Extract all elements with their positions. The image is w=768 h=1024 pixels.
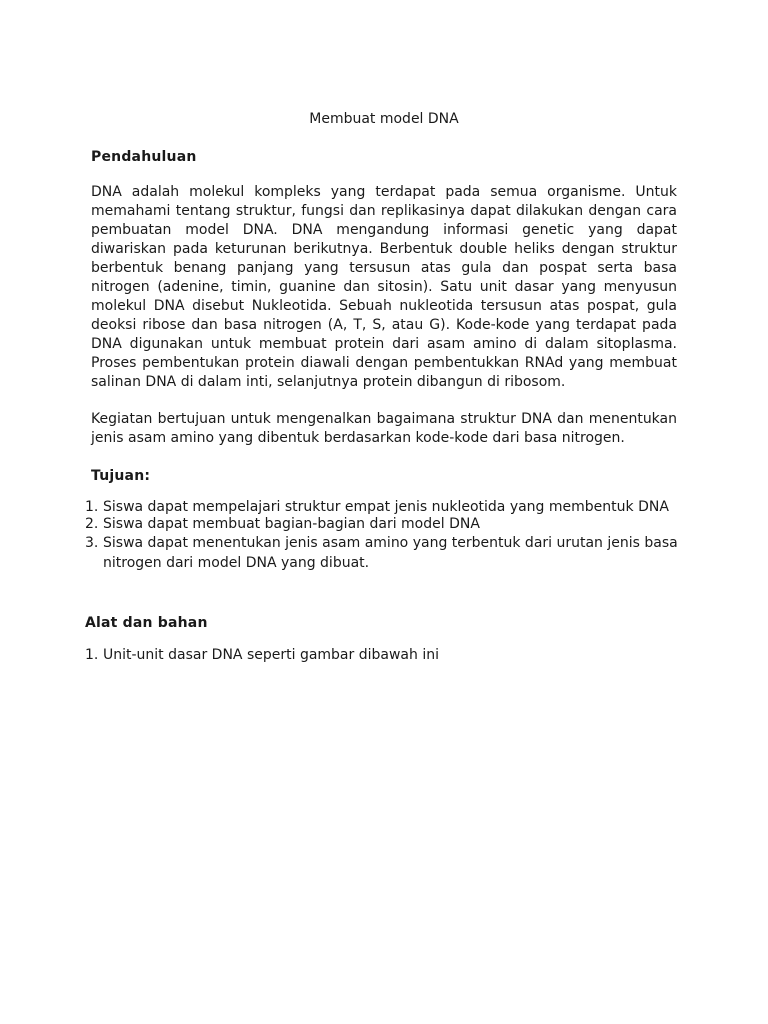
list-item	[85, 516, 685, 533]
pendahuluan-paragraph-2: Kegiatan bertujuan untuk mengenalkan bagaimana struktur DNA dan menentukan jenis asam amino yang dibentuk berdasarkan kode-kode dari basa nitrogen.	[91, 411, 677, 446]
list-item-text: Siswa dapat membuat bagian-bagian dari model DNA	[103, 516, 480, 532]
section-heading-alat-dan-bahan: Alat dan bahan	[85, 615, 208, 631]
list-item-number: 3.	[85, 535, 99, 551]
alat-dan-bahan-list	[85, 647, 685, 664]
document-title: Membuat model DNA	[309, 111, 459, 127]
list-item-text: Siswa dapat mempelajari struktur empat jenis nukleotida yang membentuk DNA	[103, 499, 669, 515]
list-item	[85, 647, 685, 664]
list-item	[85, 499, 685, 516]
list-item-text: Siswa dapat menentukan jenis asam amino yang terbentuk dari urutan jenis basa nitrogen dari model DNA yang dibuat.	[103, 535, 678, 571]
pendahuluan-paragraph-1: DNA adalah molekul kompleks yang terdapat pada semua organisme. Untuk memahami tentang struktur, fungsi dan replikasinya dapat dilakukan dengan cara pembuatan model DNA. DNA mengandung informasi genetic yang dapat diwariskan pada keturunan berikutnya. Berbentuk double heliks dengan struktur berbentuk benang panjang yang tersusun atas gula dan pospat serta basa nitrogen (adenine, timin, guanine dan sitosin). Satu unit dasar yang menyusun molekul DNA disebut Nukleotida. Sebuah nukleotida tersusun atas pospat, gula deoksi ribose dan basa nitrogen (A, T, S, atau G). Kode-kode yang terdapat pada DNA digunakan untuk membuat protein dari asam amino di dalam sitoplasma. Proses pembentukan protein diawali dengan pembentukkan RNAd yang membuat salinan DNA di dalam inti, selanjutnya protein dibangun di ribosom.	[91, 184, 677, 390]
section-heading-tujuan: Tujuan:	[91, 468, 151, 484]
list-item-number: 1.	[85, 647, 99, 663]
section-heading-pendahuluan: Pendahuluan	[91, 149, 197, 165]
tujuan-list	[85, 499, 685, 573]
list-item-number: 2.	[85, 516, 99, 532]
list-item-text: Unit-unit dasar DNA seperti gambar dibawah ini	[103, 647, 439, 663]
list-item	[85, 533, 685, 573]
list-item-number: 1.	[85, 499, 99, 515]
